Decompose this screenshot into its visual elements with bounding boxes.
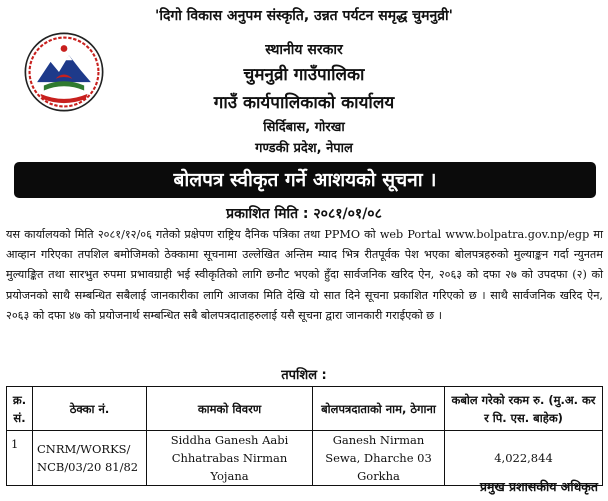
cell-bidder: Ganesh Nirman Sewa, Dharche 03 Gorkha (313, 431, 445, 486)
table-header-row (7, 387, 603, 431)
signature-title: प्रमुख प्रशासकीय अधिकृत (479, 479, 598, 494)
header-work-description: कामको विवरण (147, 387, 313, 431)
office-address: सिर्दिबास, गोरखा (263, 120, 345, 135)
published-date: प्रकाशित मिति : २०८१/०१/०८ (226, 206, 382, 222)
notice-body: यस कार्यालयको मिति २०८१/१२/०६ गतेको प्रक्षेपण राष्ट्रिय दैनिक पत्रिका तथा PPMO को web Portal www.bolpatra.gov.np/egp मा आव्हान गरिएका तपशिल बमोजिमको ठेक्कामा सूचनामा उल्लेखित अन्तिम म्याद भित्र रीतपूर्वक पेश भएका बोलपत्रहरुको मुल्याङ्कन गर्दा न्युनतम मुल्याङ्कित तथा सारभुत रुपमा प्रभावग्राही भई स्वीकृतिको लागि छनौट भएको हुँदा सार्वजनिक खरिद ऐन, २०६३ को दफा २७ को उपदफा (२) को प्रयोजनको साथै सम्बन्धित सबैलाई जानकारीका लागि आजका मिति देखि यो सात दिने सूचना प्रकाशित गरिएको छ । साथै सार्वजनिक खरिद ऐन, २०६३ को दफा ४७ को प्रयोजनार्थ सम्बन्धित सबै बोलपत्रदाताहरुलाई यसै सूचना द्वारा जानकारी गराईएको छ । (6, 228, 603, 322)
cell-sn: 1 (7, 431, 33, 486)
office-name: गाउँ कार्यपालिकाको कार्यालय (213, 93, 395, 113)
province-address: गण्डकी प्रदेश, नेपाल (255, 141, 353, 156)
notice-title: बोलपत्र स्वीकृत गर्ने आशयको सूचना । (173, 169, 437, 191)
cell-contract-no: CNRM/WORKS/ NCB/03/20 81/82 (33, 431, 147, 486)
header-bid-amount: कबोल गरेको रकम रु. (मु.अ. कर र पि. एस. बाहेक) (445, 387, 603, 431)
motto: 'दिगो विकास अनुपम संस्कृति, उन्नत पर्यटन समृद्ध चुमनुव्री' (155, 8, 453, 24)
header-bidder: बोलपत्रदाताको नाम, ठेगाना (313, 387, 445, 431)
cell-work-description: Siddha Ganesh Aabi Chhatrabas Nirman Yojana (147, 431, 313, 486)
header-contract-no: ठेक्का नं. (33, 387, 147, 431)
municipality-name: चुमनुव्री गाउँपालिका (243, 65, 365, 85)
bid-details-table (6, 386, 603, 486)
details-label: तपशिल : (281, 368, 327, 383)
cell-bid-amount: 4,022,844 (445, 431, 603, 486)
header-sn: क्र. सं. (7, 387, 33, 431)
local-government-label: स्थानीय सरकार (265, 42, 343, 58)
notice-title-banner (14, 162, 596, 198)
